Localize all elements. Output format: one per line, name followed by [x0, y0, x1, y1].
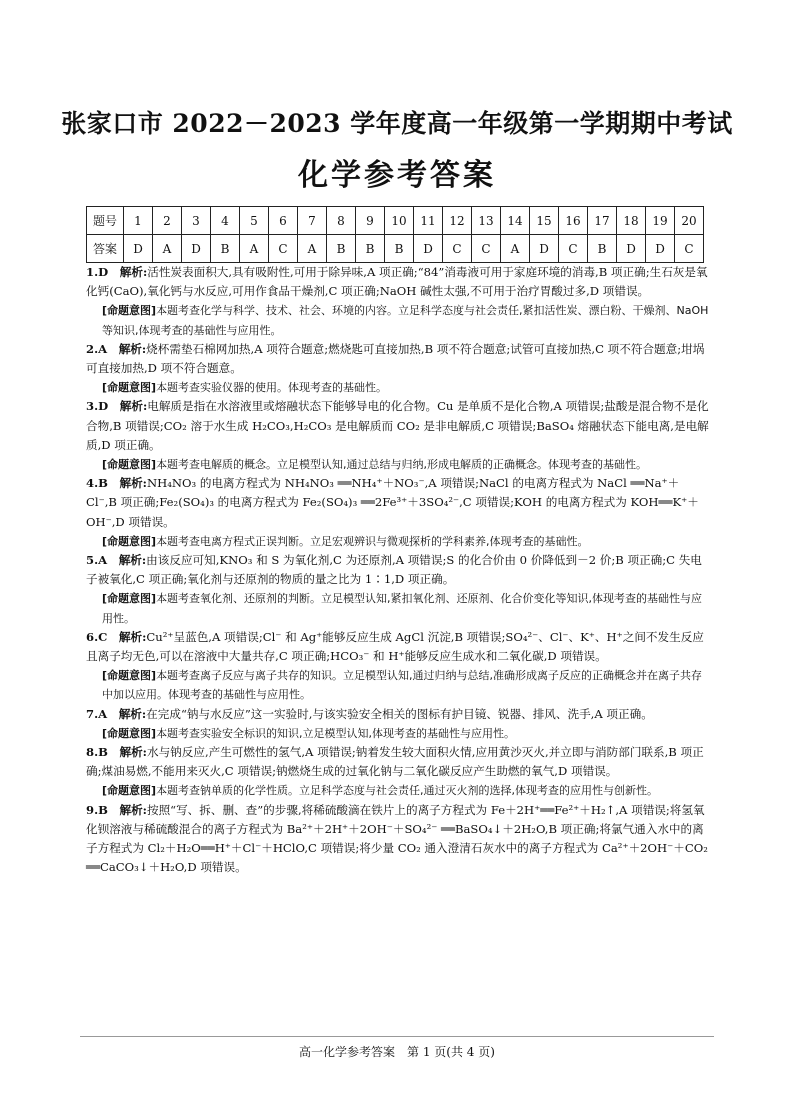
question-number-cell: 18: [617, 207, 646, 235]
solution-item: [86, 743, 710, 781]
intent-note: [102, 455, 710, 474]
answer-cell: B: [356, 235, 385, 263]
intent-label: [命题意图]: [102, 784, 157, 798]
question-number-cell: 14: [501, 207, 530, 235]
solution-text: 在完成“钠与水反应”这一实验时,与该实验安全相关的图标有护目镜、锐器、排风、洗手,A 项正确。: [146, 706, 653, 721]
solution-heading: 2.A 解析:: [86, 341, 147, 356]
page-footer: 高一化学参考答案 第 1 页(共 4 页): [299, 1045, 495, 1059]
question-number-cell: 17: [588, 207, 617, 235]
solution-text: 活性炭表面积大,具有吸附性,可用于除异味,A 项正确;“84”消毒液可用于家庭环境的消毒,B 项正确;生石灰是氧化钙(CaO),氧化钙与水反应,可用作食品干燥剂,C 项正确;NaOH 碱性太强,不可用于治疗胃酸过多,D 项错误。: [86, 265, 708, 299]
solution-text: NH₄NO₃ 的电离方程式为 NH₄NO₃ ══NH₄⁺＋NO₃⁻,A 项错误;NaCl 的电离方程式为 NaCl ══Na⁺＋Cl⁻,B 项正确;Fe₂(SO₄)₃ 的电离方程式为 Fe₂(SO₄)₃ ══2Fe³⁺＋3SO₄²⁻,C 项错误;KOH 的电离方程式为 KOH══K⁺＋OH⁻,D 项错误。: [86, 476, 699, 529]
intent-label: [命题意图]: [102, 726, 157, 740]
answer-cell: A: [240, 235, 269, 263]
question-number-cell: 8: [327, 207, 356, 235]
question-number-cell: 1: [124, 207, 153, 235]
intent-text: 本题考查电离方程式正误判断。立足宏观辨识与微观探析的学科素养,体现考查的基础性。: [156, 534, 589, 548]
solution-heading: 4.B 解析:: [86, 476, 147, 491]
question-number-cell: 12: [443, 207, 472, 235]
answer-table-answer-row: [87, 235, 704, 263]
answer-cell: B: [588, 235, 617, 263]
question-number-cell: 10: [385, 207, 414, 235]
intent-note: [102, 301, 710, 339]
solution-text: 按照“写、拆、删、查”的步骤,将稀硫酸滴在铁片上的离子方程式为 Fe＋2H⁺══Fe²⁺＋H₂↑,A 项错误;将氢氧化钡溶液与稀硫酸混合的离子方程式为 Ba²⁺＋2H⁺＋2OH⁻＋SO₄²⁻ ══BaSO₄↓＋2H₂O,B 项正确;将氯气通入水中的离子方程式为 Cl₂＋H₂O══H⁺＋Cl⁻＋HClO,C 项错误;将少量 CO₂ 通入澄清石灰水中的离子方程式为 Ca²⁺＋2OH⁻＋CO₂ ══CaCO₃↓＋H₂O,D 项错误。: [86, 802, 708, 875]
solution-heading: 9.B 解析:: [86, 802, 147, 817]
solution-item: [86, 705, 710, 724]
question-number-cell: 7: [298, 207, 327, 235]
solution-text: 电解质是指在水溶液里或熔融状态下能够导电的化合物。Cu 是单质不是化合物,A 项错误;盐酸是混合物不是化合物,B 项错误;CO₂ 溶于水生成 H₂CO₃,H₂CO₃ 是电解质而 CO₂ 是非电解质,C 项错误;BaSO₄ 熔融状态下能电离,是电解质,D 项正确。: [86, 399, 709, 452]
intent-note: [102, 724, 710, 743]
intent-text: 本题考查化学与科学、技术、社会、环境的内容。立足科学态度与社会责任,紧扣活性炭、漂白粉、干燥剂、NaOH 等知识,体现考查的基础性与应用性。: [102, 304, 709, 337]
question-number-cell: 6: [269, 207, 298, 235]
intent-label: [命题意图]: [102, 669, 157, 683]
question-number-cell: 5: [240, 207, 269, 235]
intent-note: [102, 589, 710, 627]
answer-cell: B: [327, 235, 356, 263]
intent-label: [命题意图]: [102, 304, 157, 318]
intent-note: [102, 378, 710, 397]
solution-item: [86, 801, 710, 878]
solution-item: [86, 551, 710, 589]
question-number-cell: 15: [530, 207, 559, 235]
answer-cell: D: [617, 235, 646, 263]
answer-table: [86, 206, 704, 263]
answer-cell: C: [269, 235, 298, 263]
question-number-cell: 9: [356, 207, 385, 235]
solution-item: [86, 474, 710, 532]
question-number-cell: 3: [182, 207, 211, 235]
solution-heading: 7.A 解析:: [86, 706, 147, 721]
question-number-cell: 19: [646, 207, 675, 235]
row-label-number: 题号: [87, 207, 124, 235]
footer-divider: [80, 1036, 714, 1037]
intent-label: [命题意图]: [102, 458, 157, 472]
answer-title: 化学参考答案: [298, 158, 496, 193]
solution-item: [86, 263, 710, 301]
solution-heading: 8.B 解析:: [86, 745, 147, 760]
solution-text: 烧杯需垫石棉网加热,A 项符合题意;燃烧匙可直接加热,B 项不符合题意;试管可直接加热,C 项不符合题意;坩埚可直接加热,D 项不符合题意。: [86, 341, 705, 376]
solution-item: [86, 340, 710, 378]
solution-item: [86, 397, 710, 455]
answer-cell: B: [211, 235, 240, 263]
question-number-cell: 11: [414, 207, 443, 235]
intent-text: 本题考查钠单质的化学性质。立足科学态度与社会责任,通过灭火剂的选择,体现考查的应用性与创新性。: [156, 784, 659, 798]
solution-text: 由该反应可知,KNO₃ 和 S 为氧化剂,C 为还原剂,A 项错误;S 的化合价由 0 价降低到－2 价;B 项正确;C 失电子被氧化,C 项正确;氧化剂与还原剂的物质的量之比为 1∶1,D 项正确。: [86, 553, 702, 587]
exam-title: 张家口市 2022－2023 学年度高一年级第一学期期中考试: [61, 109, 733, 138]
question-number-cell: 20: [675, 207, 704, 235]
answer-table-number-row: [87, 207, 704, 235]
question-number-cell: 16: [559, 207, 588, 235]
question-number-cell: 13: [472, 207, 501, 235]
intent-note: [102, 666, 710, 704]
solution-item: [86, 628, 710, 666]
intent-note: [102, 781, 710, 800]
answer-cell: C: [472, 235, 501, 263]
question-number-cell: 4: [211, 207, 240, 235]
row-label-answer: 答案: [87, 235, 124, 263]
answer-cell: C: [675, 235, 704, 263]
answer-cell: D: [124, 235, 153, 263]
intent-text: 本题考查电解质的概念。立足模型认知,通过总结与归纳,形成电解质的正确概念。体现考查的基础性。: [156, 458, 648, 472]
answer-cell: D: [646, 235, 675, 263]
answer-cell: D: [414, 235, 443, 263]
solutions: [86, 263, 710, 878]
answer-cell: C: [443, 235, 472, 263]
intent-text: 本题考查实验安全标识的知识,立足模型认知,体现考查的基础性与应用性。: [156, 726, 516, 740]
question-number-cell: 2: [153, 207, 182, 235]
intent-text: 本题考查离子反应与离子共存的知识。立足模型认知,通过归纳与总结,准确形成离子反应的正确概念并在离子共存中加以应用。体现考查的基础性与应用性。: [102, 669, 703, 702]
solution-text: Cu²⁺呈蓝色,A 项错误;Cl⁻ 和 Ag⁺能够反应生成 AgCl 沉淀,B 项错误;SO₄²⁻、Cl⁻、K⁺、H⁺之间不发生反应且离子均无色,可以在溶液中大量共存,C 项正确;HCO₃⁻ 和 H⁺能够反应生成水和二氧化碳,D 项错误。: [86, 629, 704, 664]
solution-heading: 3.D 解析:: [86, 399, 148, 414]
intent-label: [命题意图]: [102, 534, 157, 548]
intent-text: 本题考查实验仪器的使用。体现考查的基础性。: [156, 381, 388, 395]
answer-cell: C: [559, 235, 588, 263]
intent-text: 本题考查氧化剂、还原剂的判断。立足模型认知,紧扣氧化剂、还原剂、化合价变化等知识,体现考查的基础性与应用性。: [102, 592, 703, 625]
intent-label: [命题意图]: [102, 381, 157, 395]
solution-text: 水与钠反应,产生可燃性的氢气,A 项错误;钠着发生较大面积火情,应用黄沙灭火,并立即与消防部门联系,B 项正确;煤油易燃,不能用来灭火,C 项错误;钠燃烧生成的过氧化钠与二氧化碳反应产生助燃的氧气,D 项错误。: [86, 745, 704, 779]
answer-cell: A: [153, 235, 182, 263]
solution-heading: 1.D 解析:: [86, 265, 148, 279]
answer-cell: A: [501, 235, 530, 263]
intent-label: [命题意图]: [102, 592, 157, 606]
answer-cell: A: [298, 235, 327, 263]
answer-cell: B: [385, 235, 414, 263]
answer-cell: D: [530, 235, 559, 263]
solution-heading: 5.A 解析:: [86, 553, 147, 568]
intent-note: [102, 532, 710, 551]
answer-cell: D: [182, 235, 211, 263]
solution-heading: 6.C 解析:: [86, 629, 147, 644]
